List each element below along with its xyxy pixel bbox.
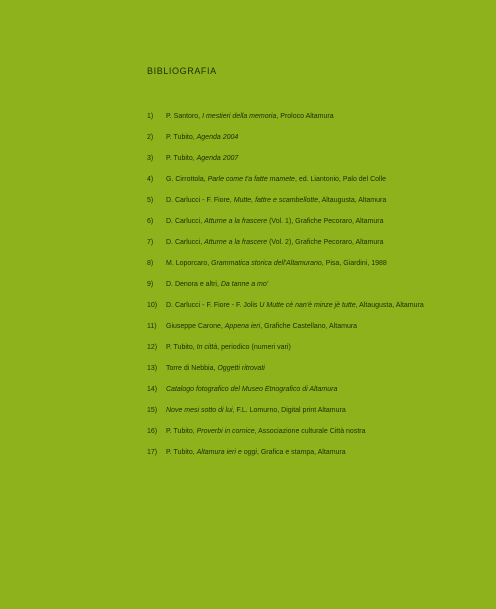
bibliography-entry [147, 217, 457, 227]
entry-text [166, 259, 457, 269]
entry-text [166, 280, 457, 290]
entry-text [166, 448, 457, 458]
entry-text-before: P. Santoro, [166, 113, 203, 120]
entry-title: Mutte, fattre e scambellotte [233, 197, 319, 204]
entry-number: 16) [147, 428, 158, 435]
bibliography-entry [147, 427, 457, 437]
entry-number: 10) [147, 302, 158, 309]
entry-text-before: D. Carlucci, [166, 218, 205, 225]
page-title: BIBLIOGRAFIA [147, 66, 217, 76]
bibliography-entry [147, 301, 457, 311]
entry-text-after: , Associazione culturale Città nostra [254, 428, 366, 435]
bibliography-list [147, 112, 457, 469]
entry-text-after: , Pisa, Giardini, 1988 [321, 260, 387, 267]
entry-title: Atturne a la frascere [204, 239, 268, 246]
entry-text-before: D. Carlucci, [166, 239, 205, 246]
entry-number: 9) [147, 281, 154, 288]
entry-text [166, 427, 457, 437]
entry-text-after: (Vol. 2), Grafiche Pecoraro, Altamura [267, 239, 384, 246]
bibliography-entry [147, 364, 457, 374]
entry-text-after: , Grafiche Castellano, Altamura [260, 323, 358, 330]
entry-text-before: G. Cirrottola, [166, 176, 208, 183]
entry-number: 6) [147, 218, 154, 225]
bibliography-entry [147, 343, 457, 353]
entry-text [166, 154, 457, 164]
entry-title: Atturne a la frascere [204, 218, 268, 225]
entry-text-after: (Vol. 1), Grafiche Pecoraro, Altamura [267, 218, 384, 225]
entry-title: Appena ieri [224, 323, 261, 330]
entry-title: Parle come t'a fatte mamete [207, 176, 295, 183]
entry-text-before: Giuseppe Carone, [166, 323, 225, 330]
entry-number: 8) [147, 260, 154, 267]
entry-text-before: D. Denora e altri, [166, 281, 221, 288]
entry-number: 14) [147, 386, 158, 393]
entry-text-before: D. Carlucci - F. Fiore - F. Jolis [166, 302, 260, 309]
entry-text [166, 133, 457, 143]
entry-text-after: , Grafica e stampa, Altamura [256, 449, 346, 456]
entry-text [166, 364, 457, 374]
bibliography-entry [147, 448, 457, 458]
entry-text-before: D. Carlucci - F. Fiore, [166, 197, 234, 204]
bibliography-entry [147, 175, 457, 185]
bibliography-entry [147, 385, 457, 395]
entry-text-before: P. Tubito, [166, 134, 197, 141]
entry-title: I mestieri della memoria [202, 113, 277, 120]
entry-text [166, 385, 457, 395]
entry-number: 4) [147, 176, 154, 183]
entry-text [166, 406, 457, 416]
bibliography-entry [147, 133, 457, 143]
entry-text [166, 175, 457, 185]
bibliography-entry [147, 406, 457, 416]
entry-text [166, 301, 457, 311]
entry-title: Grammatica storica dell'Altamurano [211, 260, 322, 267]
bibliography-entry [147, 259, 457, 269]
entry-text-before: Torre di Nebbia, [166, 365, 218, 372]
entry-text-before: P. Tubito, [166, 155, 197, 162]
entry-title: Agenda 2004 [196, 134, 239, 141]
entry-title: Oggetti ritrovati [217, 365, 265, 372]
bibliography-entry [147, 196, 457, 206]
entry-text [166, 322, 457, 332]
entry-text-after: , ed. Liantonio, Palo del Colle [294, 176, 387, 183]
entry-text-before: P. Tubito, [166, 344, 197, 351]
entry-number: 1) [147, 113, 154, 120]
entry-title: Altamura ieri e oggi [196, 449, 257, 456]
entry-text-before: P. Tubito, [166, 428, 197, 435]
entry-text-before: P. Tubito, [166, 449, 197, 456]
entry-title: Proverbi in cornice [196, 428, 255, 435]
entry-text [166, 343, 457, 353]
entry-text-after: , Altaugusta, Altamura [318, 197, 387, 204]
bibliography-entry [147, 238, 457, 248]
entry-text-after: , periodico (numeri vari) [217, 344, 291, 351]
entry-number: 13) [147, 365, 158, 372]
bibliography-entry [147, 154, 457, 164]
entry-number: 7) [147, 239, 154, 246]
entry-text-after: , Altaugusta, Altamura [355, 302, 424, 309]
entry-title: Nove mesi sotto di lui [166, 407, 233, 414]
entry-title: Catalogo fotografico del Museo Etnografico di Altamura [166, 386, 338, 393]
entry-title: In città [196, 344, 218, 351]
entry-text [166, 112, 457, 122]
entry-number: 5) [147, 197, 154, 204]
entry-title: Agenda 2007 [196, 155, 239, 162]
bibliography-entry [147, 112, 457, 122]
entry-text-after: , F.L. Lomurno, Digital print Altamura [232, 407, 346, 414]
entry-number: 2) [147, 134, 154, 141]
entry-number: 17) [147, 449, 158, 456]
entry-title: U Mutte cè nan'è minze jè tutte [259, 302, 356, 309]
entry-text [166, 238, 457, 248]
entry-text [166, 217, 457, 227]
bibliography-entry [147, 280, 457, 290]
entry-text-after: , Proloco Altamura [276, 113, 334, 120]
entry-number: 3) [147, 155, 154, 162]
entry-number: 15) [147, 407, 158, 414]
entry-text [166, 196, 457, 206]
entry-number: 11) [147, 323, 157, 330]
entry-title: Da tanne a mo' [220, 281, 269, 288]
entry-text-before: M. Loporcaro, [166, 260, 212, 267]
bibliography-entry [147, 322, 457, 332]
entry-number: 12) [147, 344, 158, 351]
